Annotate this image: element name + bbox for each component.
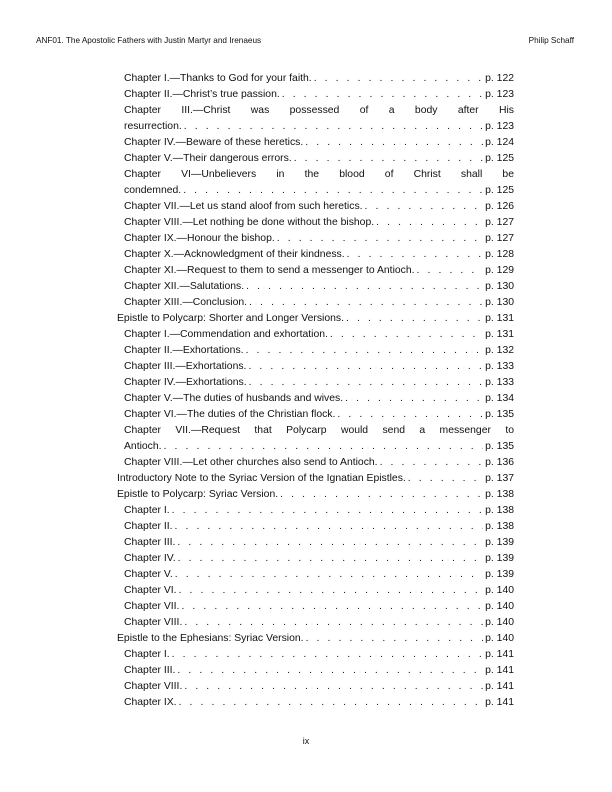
dot-leader bbox=[183, 183, 483, 199]
dot-leader bbox=[249, 375, 483, 391]
dot-leader bbox=[380, 455, 484, 471]
dot-leader bbox=[306, 631, 484, 647]
header-author: Philip Schaff bbox=[528, 36, 574, 45]
dot-leader bbox=[280, 487, 483, 503]
toc-entry-title[interactable]: Chapter VIII.—Let nothing be done without the bishop. bbox=[124, 217, 375, 228]
toc-chapter-entry[interactable] bbox=[117, 263, 514, 279]
toc-entry-page[interactable]: p. 133 bbox=[485, 361, 514, 372]
dot-leader bbox=[177, 663, 483, 679]
toc-entry-title[interactable]: Epistle to Polycarp: Syriac Version. bbox=[117, 489, 279, 500]
dot-leader bbox=[248, 359, 483, 375]
toc-entry-page[interactable]: p. 125 bbox=[485, 153, 514, 164]
toc-entry-page[interactable]: p. 129 bbox=[485, 265, 514, 276]
dot-leader bbox=[277, 231, 483, 247]
toc-entry-title[interactable]: Chapter XII.—Salutations. bbox=[124, 281, 245, 292]
toc-entry-page[interactable]: p. 131 bbox=[485, 329, 514, 340]
dot-leader bbox=[179, 695, 484, 711]
toc-entry-title[interactable]: condemned. bbox=[124, 185, 182, 196]
toc-chapter-entry[interactable] bbox=[117, 359, 514, 375]
toc-chapter-entry[interactable] bbox=[117, 215, 514, 231]
toc-chapter-entry[interactable] bbox=[117, 295, 514, 311]
toc-chapter-entry[interactable] bbox=[117, 583, 514, 599]
toc-entry-title[interactable]: Chapter II. bbox=[124, 521, 173, 532]
dot-leader bbox=[282, 87, 483, 103]
toc-entry-page[interactable]: p. 130 bbox=[485, 297, 514, 308]
toc-chapter-entry[interactable] bbox=[117, 119, 514, 135]
toc-entry-title[interactable]: Chapter II.—Exhortations. bbox=[124, 345, 244, 356]
toc-entry-page[interactable]: p. 127 bbox=[485, 217, 514, 228]
toc-entry-page[interactable]: p. 140 bbox=[485, 633, 514, 644]
toc-entry-title[interactable]: Chapter VI.—The duties of the Christian flock. bbox=[124, 409, 336, 420]
dot-leader bbox=[246, 343, 484, 359]
dot-leader bbox=[314, 71, 483, 87]
toc-chapter-entry[interactable] bbox=[117, 647, 514, 663]
toc-entry-page[interactable]: p. 126 bbox=[485, 201, 514, 212]
toc-entry-page[interactable]: p. 141 bbox=[485, 681, 514, 692]
toc-chapter-entry[interactable] bbox=[117, 375, 514, 391]
toc-entry-page[interactable]: p. 140 bbox=[485, 585, 514, 596]
toc-entry-page[interactable]: p. 133 bbox=[485, 377, 514, 388]
toc-entry-title[interactable]: resurrection. bbox=[124, 121, 182, 132]
toc-entry-title[interactable]: Chapter II.—Christ’s true passion. bbox=[124, 89, 280, 100]
dot-leader bbox=[172, 503, 483, 519]
toc-chapter-entry[interactable] bbox=[117, 183, 514, 199]
toc-entry-title[interactable]: Chapter IX.—Honour the bishop. bbox=[124, 233, 275, 244]
toc-entry-title[interactable]: Chapter XIII.—Conclusion. bbox=[124, 297, 248, 308]
toc-entry-page[interactable]: p. 127 bbox=[485, 233, 514, 244]
toc-entry-title[interactable]: Chapter VIII. bbox=[124, 681, 183, 692]
dot-leader bbox=[184, 119, 483, 135]
toc-entry-title[interactable]: Chapter I.—Thanks to God for your faith. bbox=[124, 73, 312, 84]
toc-section-entry[interactable] bbox=[117, 471, 514, 487]
toc-chapter-entry[interactable] bbox=[117, 519, 514, 535]
toc-entry-page[interactable]: p. 141 bbox=[485, 665, 514, 676]
toc-entry-page[interactable]: p. 134 bbox=[485, 393, 514, 404]
toc-chapter-entry[interactable] bbox=[117, 439, 514, 455]
dot-leader bbox=[178, 551, 484, 567]
toc-entry-page[interactable]: p. 122 bbox=[485, 73, 514, 84]
header-book-title: ANF01. The Apostolic Fathers with Justin Martyr and Irenaeus bbox=[36, 36, 262, 45]
toc-chapter-entry[interactable] bbox=[117, 615, 514, 631]
dot-leader bbox=[184, 679, 483, 695]
dot-leader bbox=[345, 391, 483, 407]
toc-entry-title[interactable]: Chapter V.—The duties of husbands and wives. bbox=[124, 393, 344, 404]
toc-entry-title[interactable]: Chapter IV. bbox=[124, 553, 176, 564]
toc-entry-page[interactable]: p. 139 bbox=[485, 537, 514, 548]
toc-entry-page[interactable]: p. 125 bbox=[485, 185, 514, 196]
toc-entry-title[interactable]: Chapter V. bbox=[124, 569, 173, 580]
toc-entry-title[interactable]: Chapter IX. bbox=[124, 697, 177, 708]
dot-leader bbox=[249, 295, 483, 311]
toc-section-entry[interactable] bbox=[117, 487, 514, 503]
toc-chapter-entry[interactable] bbox=[117, 567, 514, 583]
toc-chapter-entry[interactable] bbox=[117, 279, 514, 295]
toc-entry-page[interactable]: p. 141 bbox=[485, 649, 514, 660]
toc-chapter-entry[interactable] bbox=[117, 199, 514, 215]
dot-leader bbox=[346, 311, 483, 327]
dot-leader bbox=[347, 247, 483, 263]
toc-chapter-entry[interactable] bbox=[117, 663, 514, 679]
toc-entry-page[interactable]: p. 139 bbox=[485, 569, 514, 580]
toc-chapter-entry[interactable] bbox=[117, 679, 514, 695]
toc-entry-title[interactable]: Chapter VII.—Let us stand aloof from such heretics. bbox=[124, 201, 363, 212]
toc-entry-title[interactable]: Epistle to the Ephesians: Syriac Version. bbox=[117, 633, 304, 644]
toc-chapter-entry[interactable] bbox=[117, 71, 514, 87]
toc-entry-title[interactable]: Chapter IV.—Exhortations. bbox=[124, 377, 247, 388]
toc-chapter-entry[interactable] bbox=[117, 535, 514, 551]
toc-section-entry[interactable] bbox=[117, 311, 514, 327]
toc-chapter-entry[interactable] bbox=[117, 87, 514, 103]
toc-entry-title[interactable]: Chapter IV.—Beware of these heretics. bbox=[124, 137, 304, 148]
toc-entry-title[interactable]: Chapter VI. bbox=[124, 585, 177, 596]
dot-leader bbox=[376, 215, 483, 231]
toc-entry-page[interactable]: p. 135 bbox=[485, 409, 514, 420]
toc-entry-title[interactable]: Epistle to Polycarp: Shorter and Longer Versions. bbox=[117, 313, 344, 324]
toc-entry-page[interactable]: p. 123 bbox=[485, 121, 514, 132]
toc-chapter-entry[interactable] bbox=[117, 599, 514, 615]
toc-entry-title[interactable]: Chapter VIII.—Let other churches also send to Antioch. bbox=[124, 457, 378, 468]
dot-leader bbox=[246, 279, 483, 295]
toc-chapter-entry[interactable] bbox=[117, 327, 514, 343]
toc-entry-page[interactable]: p. 136 bbox=[485, 457, 514, 468]
page-number: ix bbox=[302, 736, 310, 746]
dot-leader bbox=[181, 599, 483, 615]
toc-entry-title[interactable]: Introductory Note to the Syriac Version of the Ignatian Epistles. bbox=[117, 473, 406, 484]
toc-entry-page[interactable]: p. 140 bbox=[485, 601, 514, 612]
toc-chapter-entry[interactable] bbox=[117, 247, 514, 263]
toc-entry-page[interactable]: p. 137 bbox=[485, 473, 514, 484]
toc-entry-page[interactable]: p. 132 bbox=[485, 345, 514, 356]
toc-entry-page[interactable]: p. 124 bbox=[485, 137, 514, 148]
toc-entry-title[interactable]: Chapter XI.—Request to them to send a messenger to Antioch. bbox=[124, 265, 415, 276]
dot-leader bbox=[365, 199, 484, 215]
toc-entry-title[interactable]: Chapter I. bbox=[124, 505, 170, 516]
toc-entry-title[interactable]: Chapter III.—Exhortations. bbox=[124, 361, 247, 372]
dot-leader bbox=[175, 519, 484, 535]
toc-entry-wrapped-line[interactable]: Chapter VI—Unbelievers in the blood of Christ shall be bbox=[124, 169, 514, 180]
dot-leader bbox=[164, 439, 484, 455]
running-header bbox=[36, 36, 574, 45]
toc-entry-page[interactable]: p. 140 bbox=[485, 617, 514, 628]
toc-chapter-entry[interactable] bbox=[117, 343, 514, 359]
toc-entry-page[interactable]: p. 141 bbox=[485, 697, 514, 708]
dot-leader bbox=[177, 535, 483, 551]
toc-entry-page[interactable]: p. 128 bbox=[485, 249, 514, 260]
toc-entry-title[interactable]: Chapter VII. bbox=[124, 601, 180, 612]
dot-leader bbox=[417, 263, 484, 279]
toc-entry-title[interactable]: Chapter III. bbox=[124, 537, 176, 548]
toc-entry-title[interactable]: Chapter I.—Commendation and exhortation. bbox=[124, 329, 328, 340]
toc-entry-page[interactable]: p. 130 bbox=[485, 281, 514, 292]
dot-leader bbox=[179, 583, 484, 599]
toc-entry-title[interactable]: Chapter III. bbox=[124, 665, 176, 676]
dot-leader bbox=[330, 327, 483, 343]
toc-entry-page[interactable]: p. 139 bbox=[485, 553, 514, 564]
dot-leader bbox=[172, 647, 483, 663]
dot-leader bbox=[305, 135, 483, 151]
toc-chapter-entry[interactable] bbox=[117, 695, 514, 711]
toc-chapter-entry[interactable] bbox=[117, 503, 514, 519]
toc-chapter-entry[interactable] bbox=[117, 455, 514, 471]
toc-entry-wrapped-line[interactable]: Chapter III.—Christ was possessed of a body after His bbox=[124, 105, 514, 116]
dot-leader bbox=[175, 567, 483, 583]
toc-entry-page[interactable]: p. 138 bbox=[485, 489, 514, 500]
toc-chapter-entry[interactable] bbox=[117, 551, 514, 567]
toc-entry-title[interactable]: Chapter X.—Acknowledgment of their kindness. bbox=[124, 249, 345, 260]
dot-leader bbox=[294, 151, 483, 167]
toc-entry-title[interactable]: Chapter V.—Their dangerous errors. bbox=[124, 153, 292, 164]
dot-leader bbox=[337, 407, 483, 423]
toc-chapter-entry[interactable] bbox=[117, 231, 514, 247]
toc-chapter-entry[interactable] bbox=[117, 151, 514, 167]
toc-entry-wrapped-line[interactable]: Chapter VII.—Request that Polycarp would send a messenger to bbox=[124, 425, 514, 436]
toc-entry-page[interactable]: p. 135 bbox=[485, 441, 514, 452]
toc-chapter-entry[interactable] bbox=[117, 407, 514, 423]
toc-entry-title[interactable]: Antioch. bbox=[124, 441, 162, 452]
toc-entry-page[interactable]: p. 123 bbox=[485, 89, 514, 100]
dot-leader bbox=[408, 471, 483, 487]
dot-leader bbox=[184, 615, 483, 631]
toc-entry-title[interactable]: Chapter VIII. bbox=[124, 617, 183, 628]
toc-entry-page[interactable]: p. 131 bbox=[485, 313, 514, 324]
toc-chapter-entry[interactable] bbox=[117, 391, 514, 407]
toc-entry-page[interactable]: p. 138 bbox=[485, 521, 514, 532]
toc-entry-page[interactable]: p. 138 bbox=[485, 505, 514, 516]
toc-entry-title[interactable]: Chapter I. bbox=[124, 649, 170, 660]
toc-chapter-entry[interactable] bbox=[117, 135, 514, 151]
table-of-contents bbox=[117, 71, 514, 711]
toc-section-entry[interactable] bbox=[117, 631, 514, 647]
